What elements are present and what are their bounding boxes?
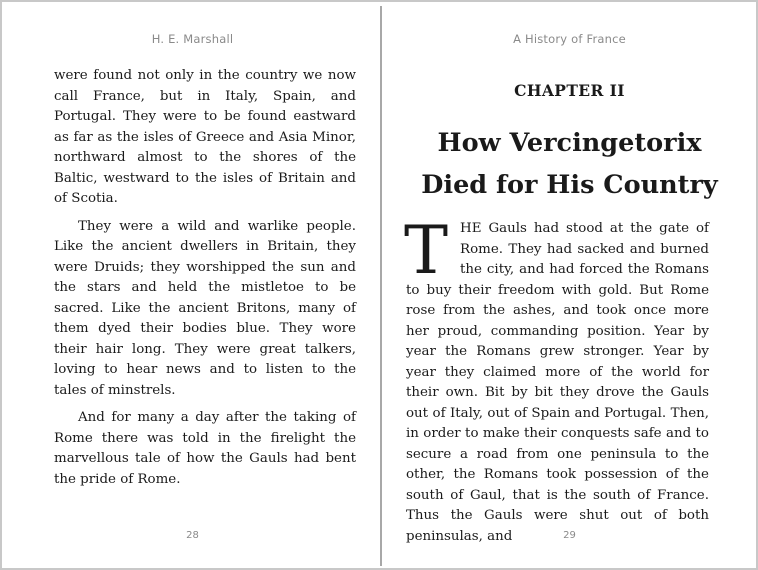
running-head-title: A History of France xyxy=(513,32,626,46)
page-number: 28 xyxy=(186,530,199,541)
paragraph xyxy=(404,212,709,547)
right-page-text xyxy=(404,212,709,554)
paragraph: They were a wild and warlike people. Like the ancient dwellers in Britain, they were Druids; they worshipped the sun and the stars and held the mistletoe to be sacred. Like the ancient Britons, many of them dyed their bodies blue. They wore their hair long. They were great talkers, loving to hear news and to listen to the tales of minstrels. xyxy=(54,218,356,398)
running-head-author: H. E. Marshall xyxy=(151,32,234,46)
page-number: 29 xyxy=(563,530,576,541)
paragraph: And for many a day after the taking of Rome there was told in the firelight the marvellous tale of how the Gauls had bent the pride of Rome. xyxy=(54,410,356,487)
right-page[interactable] xyxy=(383,6,756,566)
chapter-title: How Vercingetorix Died for His Country xyxy=(421,128,718,200)
paragraph: were found not only in the country we now call France, but in Italy, Spain, and Portugal. They were to be found eastward as far as the isles of Greece and Asia Minor, northward almost to the shores of the Baltic, westward to the isles of Britain and of Scotia. xyxy=(54,68,356,206)
drop-cap: T xyxy=(404,212,449,289)
page-gutter xyxy=(380,6,382,566)
chapter-label: CHAPTER II xyxy=(514,81,625,100)
paragraph-text: HE Gauls had stood at the gate of Rome. They had sacked and burned the city, and had forced the Romans to buy their freedom with gold. But Rome rose from the ashes, and took once more her proud, commanding position. Year by year the Romans grew stronger. Year by year they claimed more of the world for their own. Bit by bit they drove the Gauls out of Italy, out of Spain and Portugal. Then, in order to make their conquests safe and to secure a road from one peninsula to the other, the Romans took possession of the south of Gaul, that is the south of France. Thus the Gauls were shut out of both peninsulas, and xyxy=(406,221,709,544)
left-page[interactable] xyxy=(6,6,379,566)
left-page-text xyxy=(54,66,356,497)
